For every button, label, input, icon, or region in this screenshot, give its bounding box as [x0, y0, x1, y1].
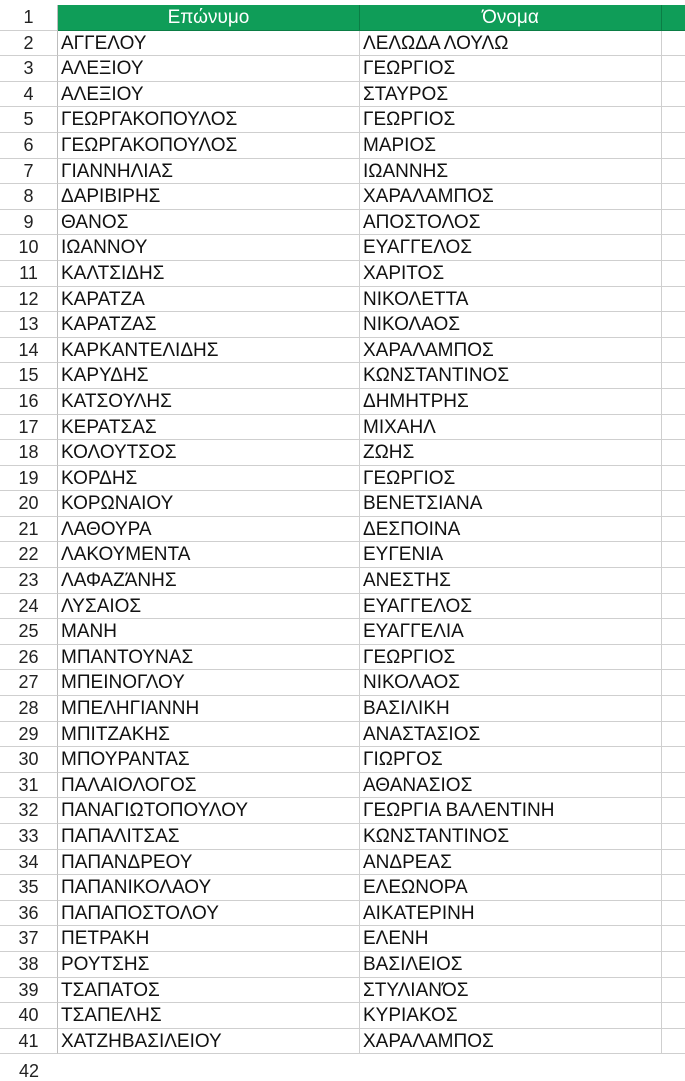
empty-cell[interactable]: [662, 440, 685, 466]
row-header-1[interactable]: 1: [0, 5, 58, 31]
surname-cell[interactable]: ΓΙΑΝΝΗΛΙΑΣ: [58, 159, 360, 185]
row-header[interactable]: 18: [0, 440, 58, 466]
empty-cell[interactable]: [662, 389, 685, 415]
name-cell[interactable]: ΓΕΩΡΓΙΟΣ: [360, 645, 662, 671]
surname-cell[interactable]: ΜΠΙΤΖΑΚΗΣ: [58, 722, 360, 748]
surname-cell[interactable]: ΑΓΓΕΛΟΥ: [58, 31, 360, 57]
empty-cell[interactable]: [662, 287, 685, 313]
empty-cell[interactable]: [662, 491, 685, 517]
empty-cell[interactable]: [662, 594, 685, 620]
row-header[interactable]: 31: [0, 773, 58, 799]
surname-cell[interactable]: ΡΟΥΤΣΗΣ: [58, 952, 360, 978]
surname-cell[interactable]: ΚΑΡΥΔΗΣ: [58, 363, 360, 389]
row-header[interactable]: 35: [0, 875, 58, 901]
row-header[interactable]: 15: [0, 363, 58, 389]
row-header[interactable]: 14: [0, 338, 58, 364]
empty-cell[interactable]: [662, 1003, 685, 1029]
row-header[interactable]: 34: [0, 850, 58, 876]
empty-cell[interactable]: [662, 517, 685, 543]
name-cell[interactable]: ΝΙΚΟΛΑΟΣ: [360, 312, 662, 338]
surname-cell[interactable]: ΠΕΤΡΑΚΗ: [58, 926, 360, 952]
column-header-surname[interactable]: Επώνυμο: [58, 5, 360, 31]
empty-cell[interactable]: [662, 363, 685, 389]
surname-cell[interactable]: ΚΟΡΩΝΑΙΟΥ: [58, 491, 360, 517]
row-header[interactable]: 22: [0, 542, 58, 568]
name-cell[interactable]: ΕΥΑΓΓΕΛΟΣ: [360, 235, 662, 261]
name-cell[interactable]: ΣΤΥΛΙΑΝΌΣ: [360, 978, 662, 1004]
row-header[interactable]: 24: [0, 594, 58, 620]
empty-cell[interactable]: [662, 82, 685, 108]
name-cell[interactable]: ΓΕΩΡΓΙΟΣ: [360, 56, 662, 82]
empty-cell[interactable]: [662, 107, 685, 133]
name-cell[interactable]: ΓΙΩΡΓΟΣ: [360, 747, 662, 773]
surname-cell[interactable]: ΚΕΡΑΤΣΑΣ: [58, 415, 360, 441]
row-header[interactable]: 29: [0, 722, 58, 748]
name-cell[interactable]: ΓΕΩΡΓΙΟΣ: [360, 107, 662, 133]
empty-cell[interactable]: [662, 159, 685, 185]
surname-cell[interactable]: ΤΣΑΠΕΛΗΣ: [58, 1003, 360, 1029]
row-header[interactable]: 5: [0, 107, 58, 133]
empty-cell[interactable]: [662, 645, 685, 671]
surname-cell[interactable]: ΚΑΡΑΤΖΑΣ: [58, 312, 360, 338]
name-cell[interactable]: ΑΝΔΡΕΑΣ: [360, 850, 662, 876]
row-header[interactable]: 30: [0, 747, 58, 773]
surname-cell[interactable]: ΚΑΛΤΣΙΔΗΣ: [58, 261, 360, 287]
surname-cell[interactable]: ΑΛΕΞΙΟΥ: [58, 82, 360, 108]
empty-cell[interactable]: [662, 31, 685, 57]
surname-cell[interactable]: ΚΟΡΔΗΣ: [58, 466, 360, 492]
row-header[interactable]: 19: [0, 466, 58, 492]
empty-cell[interactable]: [662, 824, 685, 850]
surname-cell[interactable]: ΜΑΝΗ: [58, 619, 360, 645]
empty-cell[interactable]: [662, 773, 685, 799]
name-cell[interactable]: ΓΕΩΡΓΙΑ ΒΑΛΕΝΤΙΝΗ: [360, 798, 662, 824]
name-cell[interactable]: ΣΤΑΥΡΟΣ: [360, 82, 662, 108]
row-header[interactable]: 17: [0, 415, 58, 441]
empty-cell[interactable]: [662, 722, 685, 748]
surname-cell[interactable]: ΚΟΛΟΥΤΣΟΣ: [58, 440, 360, 466]
empty-cell[interactable]: [662, 210, 685, 236]
name-cell[interactable]: ΑΠΟΣΤΟΛΟΣ: [360, 210, 662, 236]
column-header-name[interactable]: Όνομα: [360, 5, 662, 31]
name-cell[interactable]: ΚΩΝΣΤΑΝΤΙΝΟΣ: [360, 363, 662, 389]
empty-cell[interactable]: [662, 952, 685, 978]
row-header[interactable]: 33: [0, 824, 58, 850]
surname-cell[interactable]: ΚΑΡΚΑΝΤΕΛΙΔΗΣ: [58, 338, 360, 364]
row-header[interactable]: 16: [0, 389, 58, 415]
row-header[interactable]: 3: [0, 56, 58, 82]
name-cell[interactable]: ΑΙΚΑΤΕΡΙΝΗ: [360, 901, 662, 927]
empty-cell[interactable]: [662, 184, 685, 210]
empty-cell[interactable]: [662, 619, 685, 645]
empty-cell[interactable]: [662, 850, 685, 876]
row-header-42[interactable]: 42: [18, 1061, 40, 1081]
surname-cell[interactable]: ΧΑΤΖΗΒΑΣΙΛΕΙΟΥ: [58, 1029, 360, 1055]
surname-cell[interactable]: ΜΠΑΝΤΟΥΝΑΣ: [58, 645, 360, 671]
empty-cell[interactable]: [662, 1029, 685, 1055]
surname-cell[interactable]: ΓΕΩΡΓΑΚΟΠΟΥΛΟΣ: [58, 133, 360, 159]
row-header[interactable]: 9: [0, 210, 58, 236]
name-cell[interactable]: ΒΑΣΙΛΙΚΗ: [360, 696, 662, 722]
surname-cell[interactable]: ΜΠΟΥΡΑΝΤΑΣ: [58, 747, 360, 773]
surname-cell[interactable]: ΤΣΑΠΑΤΟΣ: [58, 978, 360, 1004]
surname-cell[interactable]: ΚΑΤΣΟΥΛΗΣ: [58, 389, 360, 415]
empty-cell[interactable]: [662, 235, 685, 261]
name-cell[interactable]: ΧΑΡΑΛΑΜΠΟΣ: [360, 184, 662, 210]
row-header[interactable]: 20: [0, 491, 58, 517]
row-header[interactable]: 27: [0, 670, 58, 696]
surname-cell[interactable]: ΜΠΕΛΗΓΙΑΝΝΗ: [58, 696, 360, 722]
name-cell[interactable]: ΜΙΧΑΗΛ: [360, 415, 662, 441]
empty-cell[interactable]: [662, 798, 685, 824]
row-header[interactable]: 28: [0, 696, 58, 722]
row-header[interactable]: 37: [0, 926, 58, 952]
row-header[interactable]: 11: [0, 261, 58, 287]
name-cell[interactable]: ΔΕΣΠΟΙΝΑ: [360, 517, 662, 543]
name-cell[interactable]: ΧΑΡΙΤΟΣ: [360, 261, 662, 287]
name-cell[interactable]: ΕΛΕΝΗ: [360, 926, 662, 952]
surname-cell[interactable]: ΠΑΝΑΓΙΩΤΟΠΟΥΛΟΥ: [58, 798, 360, 824]
name-cell[interactable]: ΛΕΛΩΔΑ ΛΟΥΛΩ: [360, 31, 662, 57]
surname-cell[interactable]: ΓΕΩΡΓΑΚΟΠΟΥΛΟΣ: [58, 107, 360, 133]
name-cell[interactable]: ΕΥΑΓΓΕΛΙΑ: [360, 619, 662, 645]
surname-cell[interactable]: ΔΑΡΙΒΙΡΗΣ: [58, 184, 360, 210]
empty-cell[interactable]: [662, 568, 685, 594]
name-cell[interactable]: ΕΥΓΕΝΙΑ: [360, 542, 662, 568]
surname-cell[interactable]: ΠΑΠΑΛΙΤΣΑΣ: [58, 824, 360, 850]
row-header[interactable]: 6: [0, 133, 58, 159]
row-header[interactable]: 40: [0, 1003, 58, 1029]
row-header[interactable]: 8: [0, 184, 58, 210]
empty-cell[interactable]: [662, 875, 685, 901]
empty-cell[interactable]: [662, 338, 685, 364]
row-header[interactable]: 26: [0, 645, 58, 671]
name-cell[interactable]: ΒΕΝΕΤΣΙΑΝΑ: [360, 491, 662, 517]
empty-cell[interactable]: [662, 415, 685, 441]
row-header[interactable]: 4: [0, 82, 58, 108]
surname-cell[interactable]: ΜΠΕΙΝΟΓΛΟΥ: [58, 670, 360, 696]
surname-cell[interactable]: ΙΩΑΝΝΟΥ: [58, 235, 360, 261]
row-header[interactable]: 7: [0, 159, 58, 185]
surname-cell[interactable]: ΚΑΡΑΤΖΑ: [58, 287, 360, 313]
name-cell[interactable]: ΕΥΑΓΓΕΛΟΣ: [360, 594, 662, 620]
row-header[interactable]: 2: [0, 31, 58, 57]
row-header[interactable]: 41: [0, 1029, 58, 1055]
surname-cell[interactable]: ΛΑΦΑΖΆΝΗΣ: [58, 568, 360, 594]
empty-cell[interactable]: [662, 133, 685, 159]
row-header[interactable]: 39: [0, 978, 58, 1004]
row-header[interactable]: 13: [0, 312, 58, 338]
empty-cell[interactable]: [662, 312, 685, 338]
surname-cell[interactable]: ΠΑΛΑΙΟΛΟΓΟΣ: [58, 773, 360, 799]
surname-cell[interactable]: ΠΑΠΑΝΔΡΕΟΥ: [58, 850, 360, 876]
row-header[interactable]: 36: [0, 901, 58, 927]
row-header[interactable]: 10: [0, 235, 58, 261]
name-cell[interactable]: ΖΩΗΣ: [360, 440, 662, 466]
name-cell[interactable]: ΔΗΜΗΤΡΗΣ: [360, 389, 662, 415]
name-cell[interactable]: ΚΥΡΙΑΚΟΣ: [360, 1003, 662, 1029]
empty-cell[interactable]: [662, 747, 685, 773]
row-header[interactable]: 12: [0, 287, 58, 313]
name-cell[interactable]: ΒΑΣΙΛΕΙΟΣ: [360, 952, 662, 978]
surname-cell[interactable]: ΛΥΣΑΙΟΣ: [58, 594, 360, 620]
name-cell[interactable]: ΑΘΑΝΑΣΙΟΣ: [360, 773, 662, 799]
surname-cell[interactable]: ΛΑΘΟΥΡΑ: [58, 517, 360, 543]
name-cell[interactable]: ΚΩΝΣΤΑΝΤΙΝΟΣ: [360, 824, 662, 850]
spreadsheet-grid: [0, 5, 685, 1054]
row-header[interactable]: 25: [0, 619, 58, 645]
empty-cell[interactable]: [662, 261, 685, 287]
name-cell[interactable]: ΝΙΚΟΛΑΟΣ: [360, 670, 662, 696]
surname-cell[interactable]: ΘΑΝΟΣ: [58, 210, 360, 236]
name-cell[interactable]: ΝΙΚΟΛΕΤΤΑ: [360, 287, 662, 313]
empty-cell[interactable]: [662, 670, 685, 696]
column-header-extra[interactable]: [662, 5, 685, 31]
name-cell[interactable]: ΙΩΑΝΝΗΣ: [360, 159, 662, 185]
surname-cell[interactable]: ΠΑΠΑΝΙΚΟΛΑΟΥ: [58, 875, 360, 901]
name-cell[interactable]: ΕΛΕΩΝΟΡΑ: [360, 875, 662, 901]
empty-cell[interactable]: [662, 978, 685, 1004]
empty-cell[interactable]: [662, 542, 685, 568]
row-header[interactable]: 23: [0, 568, 58, 594]
empty-cell[interactable]: [662, 901, 685, 927]
empty-cell[interactable]: [662, 926, 685, 952]
row-header[interactable]: 38: [0, 952, 58, 978]
name-cell[interactable]: ΧΑΡΑΛΑΜΠΟΣ: [360, 338, 662, 364]
name-cell[interactable]: ΜΑΡΙΟΣ: [360, 133, 662, 159]
name-cell[interactable]: ΧΑΡΑΛΑΜΠΟΣ: [360, 1029, 662, 1055]
surname-cell[interactable]: ΠΑΠΑΠΟΣΤΟΛΟΥ: [58, 901, 360, 927]
name-cell[interactable]: ΑΝΕΣΤΗΣ: [360, 568, 662, 594]
empty-cell[interactable]: [662, 696, 685, 722]
surname-cell[interactable]: ΑΛΕΞΙΟΥ: [58, 56, 360, 82]
name-cell[interactable]: ΑΝΑΣΤΑΣΙΟΣ: [360, 722, 662, 748]
row-header[interactable]: 21: [0, 517, 58, 543]
empty-cell[interactable]: [662, 466, 685, 492]
row-header[interactable]: 32: [0, 798, 58, 824]
name-cell[interactable]: ΓΕΩΡΓΙΟΣ: [360, 466, 662, 492]
surname-cell[interactable]: ΛΑΚΟΥΜΕΝΤΑ: [58, 542, 360, 568]
empty-cell[interactable]: [662, 56, 685, 82]
